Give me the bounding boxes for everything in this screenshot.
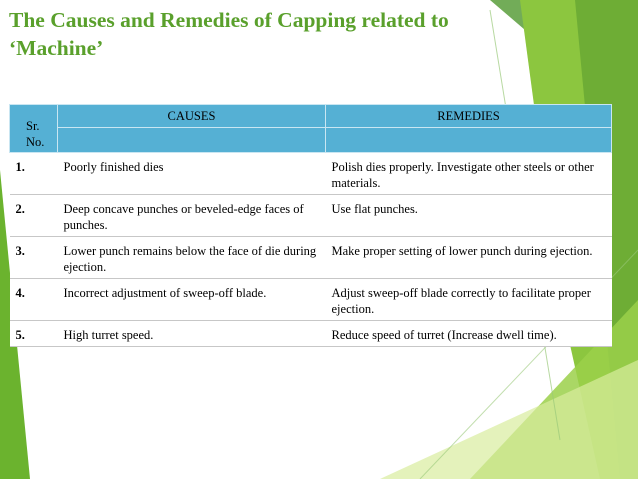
row-remedy: Reduce speed of turret (Increase dwell time). (326, 321, 612, 347)
table-row (10, 195, 612, 237)
row-cause: Lower punch remains below the face of die during ejection. (58, 237, 326, 279)
header-remedies: REMEDIES (326, 105, 612, 128)
table-row (10, 279, 612, 321)
row-remedy: Make proper setting of lower punch during ejection. (326, 237, 612, 279)
slide-title: The Causes and Remedies of Capping related to ‘Machine’ (9, 8, 449, 60)
table-row (10, 321, 612, 347)
row-number: 1. (10, 153, 58, 195)
table-row (10, 237, 612, 279)
header-sr-line1: Sr. (26, 119, 40, 133)
row-cause: Incorrect adjustment of sweep-off blade. (58, 279, 326, 321)
row-remedy: Polish dies properly. Investigate other steels or other materials. (326, 153, 612, 195)
row-number: 3. (10, 237, 58, 279)
row-cause: Poorly finished dies (58, 153, 326, 195)
header-causes: CAUSES (58, 105, 326, 128)
table-header-row (10, 105, 612, 128)
header-sr-line2: No. (26, 135, 45, 149)
row-remedy: Use flat punches. (326, 195, 612, 237)
row-number: 5. (10, 321, 58, 347)
row-number: 2. (10, 195, 58, 237)
table-row (10, 153, 612, 195)
table-header-subrow (10, 128, 612, 153)
header-remedies-blank (326, 128, 612, 153)
row-remedy: Adjust sweep-off blade correctly to facilitate proper ejection. (326, 279, 612, 321)
row-number: 4. (10, 279, 58, 321)
row-cause: Deep concave punches or beveled-edge faces of punches. (58, 195, 326, 237)
decor-wedge-bottom-light (380, 360, 638, 479)
header-sr-no (10, 105, 58, 153)
causes-remedies-table (9, 104, 612, 347)
header-causes-blank (58, 128, 326, 153)
row-cause: High turret speed. (58, 321, 326, 347)
